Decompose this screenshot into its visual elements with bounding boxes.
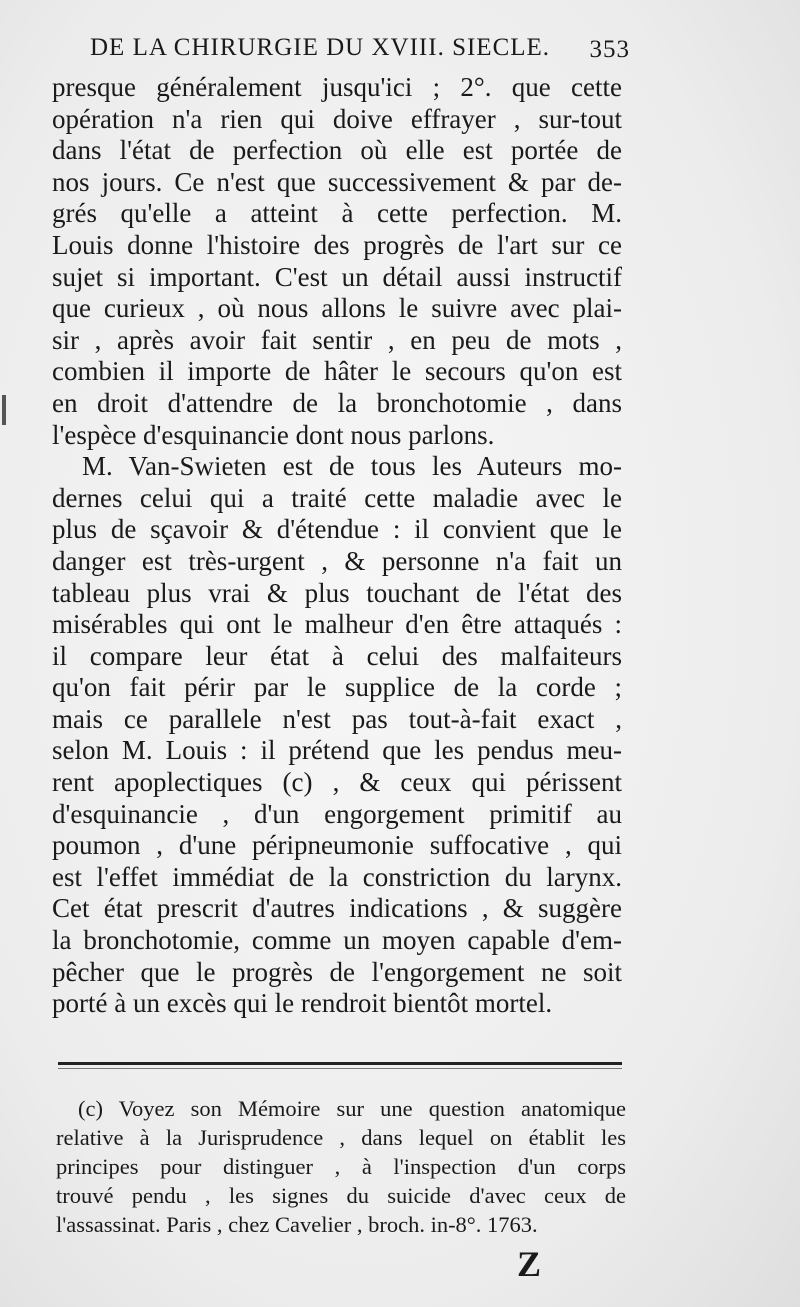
body-line: plus de sçavoir & d'étendue : il convient que le — [52, 514, 622, 545]
body-line: danger est très-urgent , & personne n'a fait un — [52, 545, 622, 576]
body-line: Cet état prescrit d'autres indications , & suggère — [52, 893, 622, 924]
body-line: dernes celui qui a traité cette maladie avec le — [52, 482, 622, 513]
page-number: 353 — [589, 36, 630, 63]
body-line: en droit d'attendre de la bronchotomie , dans — [52, 387, 622, 418]
signature-mark: Z — [517, 1244, 542, 1284]
body-line: M. Van-Swieten est de tous les Auteurs mo- — [82, 451, 622, 482]
body-line: il compare leur état à celui des malfaiteurs — [52, 640, 622, 671]
running-title: DE LA CHIRURGIE DU XVIII. SIECLE. — [90, 34, 551, 61]
body-line: combien il importe de hâter le secours qu'on est — [52, 356, 622, 387]
footnote-line: relative à la Jurisprudence , dans lequel on établit les — [56, 1125, 626, 1150]
footnote-line: (c) Voyez son Mémoire sur une question anatomique — [78, 1096, 626, 1121]
body-line: presque généralement jusqu'ici ; 2°. que cette — [52, 72, 622, 102]
body-line: dans l'état de perfection où elle est portée de — [52, 135, 622, 166]
body-line: grés qu'elle a atteint à cette perfection. M. — [52, 198, 622, 229]
body-line: sir , après avoir fait sentir , en peu de mots , — [52, 324, 622, 355]
footnote-rule — [58, 1062, 622, 1065]
body-line: est l'effet immédiat de la constriction du larynx. — [52, 861, 622, 892]
body-line: misérables qui ont le malheur d'en être attaqués : — [52, 609, 622, 640]
body-line: pêcher que le progrès de l'engorgement ne soit — [52, 956, 622, 987]
body-line: la bronchotomie, comme un moyen capable d'em- — [52, 925, 622, 956]
body-line: nos jours. Ce n'est que successivement & par de- — [52, 166, 622, 197]
body-line: qu'on fait périr par le supplice de la corde ; — [52, 672, 622, 703]
body-line: tableau plus vrai & plus touchant de l'état des — [52, 577, 622, 608]
footnote-line: principes pour distinguer , à l'inspection d'un corps — [56, 1154, 626, 1179]
footnote-line: l'assassinat. Paris , chez Cavelier , broch. in-8°. 1763. — [56, 1212, 538, 1237]
body-line: rent apoplectiques (c) , & ceux qui périssent — [52, 767, 622, 798]
running-header — [90, 34, 630, 62]
body-line: d'esquinancie , d'un engorgement primitif au — [52, 798, 622, 829]
body-line: que curieux , où nous allons le suivre avec plai- — [52, 293, 622, 324]
margin-mark — [2, 395, 6, 425]
body-line: opération n'a rien qui doive effrayer , sur-tout — [52, 103, 622, 134]
body-line: sujet si important. C'est un détail aussi instructif — [52, 261, 622, 292]
body-line: porté à un excès qui le rendroit bientôt mortel. — [52, 988, 553, 1019]
footnote-line: trouvé pendu , les signes du suicide d'avec ceux de — [56, 1183, 626, 1208]
body-line: poumon , d'une péripneumonie suffocative , qui — [52, 830, 622, 861]
footnote — [56, 1094, 626, 1239]
body-line: selon M. Louis : il prétend que les pendus meu- — [52, 735, 622, 766]
body-line: mais ce parallele n'est pas tout-à-fait exact , — [52, 703, 622, 734]
footnote-rule-thin — [58, 1068, 622, 1069]
body-text — [52, 72, 622, 1020]
body-line: l'espèce d'esquinancie dont nous parlons. — [52, 419, 495, 450]
body-line: Louis donne l'histoire des progrès de l'art sur ce — [52, 229, 622, 260]
